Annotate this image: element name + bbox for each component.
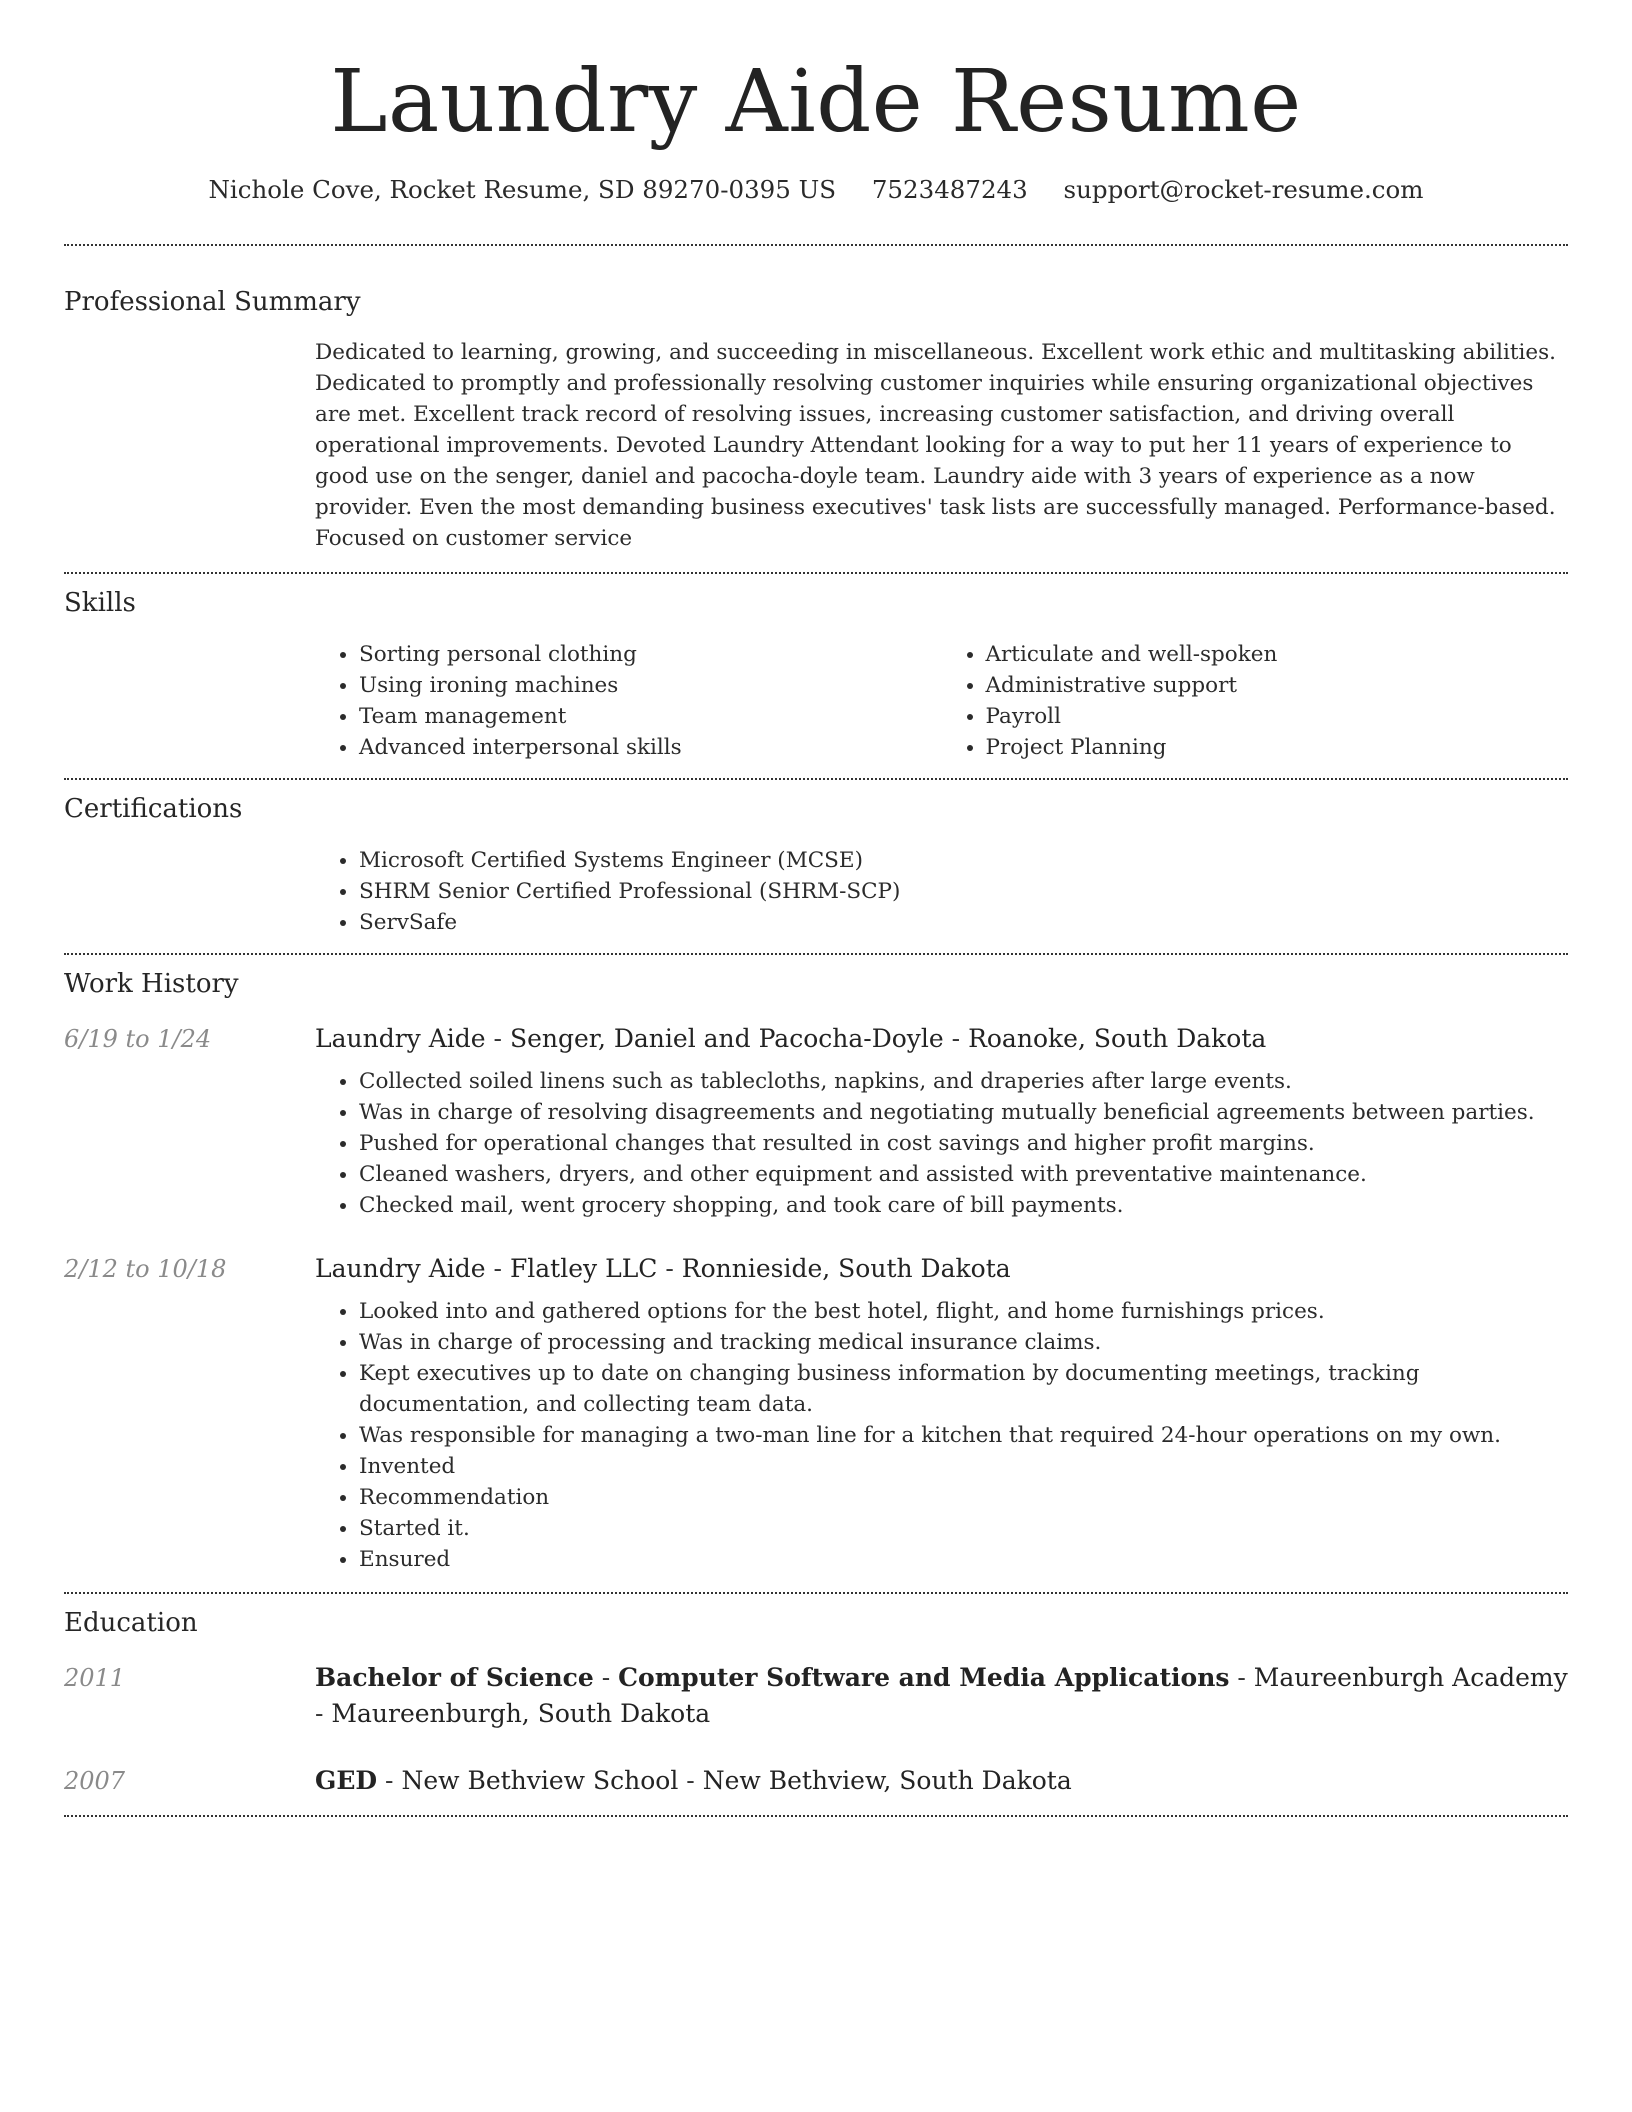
education-year: 2007 — [64, 1767, 126, 1795]
education-location: Maureenburgh, South Dakota — [331, 1699, 711, 1728]
education-entry — [64, 1763, 1568, 1799]
education-location: New Bethview, South Dakota — [702, 1766, 1072, 1795]
certifications-section — [64, 792, 1568, 938]
job-role: Laundry Aide — [315, 1024, 486, 1053]
job-bullets — [315, 1296, 1568, 1575]
certifications-list — [315, 845, 1568, 938]
divider — [64, 572, 1568, 574]
skill-item: • Team management — [359, 701, 942, 732]
contact-line — [64, 174, 1568, 206]
divider — [64, 1592, 1568, 1594]
job-bullet: • Started it. — [359, 1513, 1568, 1544]
job-role: Laundry Aide — [315, 1254, 486, 1283]
education-degree: GED — [315, 1766, 378, 1795]
summary-heading: Professional Summary — [64, 287, 361, 317]
skill-item: • Administrative support — [986, 670, 1569, 701]
job-bullet: • Ensured — [359, 1544, 1568, 1575]
job-bullet: • Collected soiled linens such as tablecloths, napkins, and draperies after large events. — [359, 1066, 1568, 1097]
education-entry — [64, 1660, 1568, 1732]
job-bullet: • Pushed for operational changes that resulted in cost savings and higher profit margins. — [359, 1128, 1568, 1159]
divider — [64, 953, 1568, 955]
skill-item: • Payroll — [986, 701, 1569, 732]
job-bullet: • Invented — [359, 1451, 1568, 1482]
job-bullet: • Kept executives up to date on changing business information by documenting meetings, tracking documentation, and collecting team data. — [359, 1358, 1568, 1420]
certifications-heading: Certifications — [64, 794, 243, 824]
summary-section — [64, 285, 1568, 554]
education-heading-line: Bachelor of Science - Computer Software and Media Applications - Maureenburgh Academy - Maureenburgh, South Dakota — [315, 1663, 1568, 1728]
skill-item: • Advanced interpersonal skills — [359, 732, 942, 763]
work-history-heading: Work History — [64, 969, 239, 999]
job-bullet: • Recommendation — [359, 1482, 1568, 1513]
education-school: New Bethview School — [401, 1766, 679, 1795]
skills-list-left — [315, 639, 942, 763]
contact-address: Nichole Cove, Rocket Resume, SD 89270-0395 US — [208, 175, 837, 204]
education-field: Computer Software and Media Applications — [618, 1663, 1230, 1692]
job-dates: 2/12 to 10/18 — [64, 1255, 227, 1283]
skill-item: • Articulate and well-spoken — [986, 639, 1569, 670]
certification-item: • SHRM Senior Certified Professional (SHRM-SCP) — [359, 876, 1568, 907]
divider — [64, 244, 1568, 246]
job-entry — [64, 1251, 1568, 1575]
skills-heading: Skills — [64, 588, 136, 618]
job-bullet: • Cleaned washers, dryers, and other equipment and assisted with preventative maintenance. — [359, 1159, 1568, 1190]
job-bullets — [315, 1066, 1568, 1221]
job-bullet: • Checked mail, went grocery shopping, and took care of bill payments. — [359, 1190, 1568, 1221]
job-dates: 6/19 to 1/24 — [64, 1025, 212, 1053]
job-heading: Laundry Aide - Flatley LLC - Ronnieside, South Dakota — [315, 1254, 1011, 1283]
job-entry — [64, 1021, 1568, 1221]
divider — [64, 778, 1568, 780]
job-company: Flatley LLC — [509, 1254, 658, 1283]
job-bullet: • Was in charge of resolving disagreements and negotiating mutually beneficial agreements between parties. — [359, 1097, 1568, 1128]
education-degree: Bachelor of Science — [315, 1663, 594, 1692]
job-bullet: • Was responsible for managing a two-man line for a kitchen that required 24-hour operations on my own. — [359, 1420, 1568, 1451]
job-company: Senger, Daniel and Pacocha-Doyle — [509, 1024, 944, 1053]
divider — [64, 1815, 1568, 1817]
skills-list-right — [942, 639, 1569, 763]
education-school: Maureenburgh Academy — [1253, 1663, 1568, 1692]
certification-item: • Microsoft Certified Systems Engineer (MCSE) — [359, 845, 1568, 876]
job-location: Ronnieside, South Dakota — [681, 1254, 1011, 1283]
education-heading: Education — [64, 1608, 198, 1638]
skill-item: • Project Planning — [986, 732, 1569, 763]
education-year: 2011 — [64, 1664, 126, 1692]
job-heading: Laundry Aide - Senger, Daniel and Pacocha-Doyle - Roanoke, South Dakota — [315, 1024, 1267, 1053]
job-location: Roanoke, South Dakota — [968, 1024, 1267, 1053]
resume-page — [64, 0, 1568, 1817]
resume-title: Laundry Aide Resume — [330, 52, 1302, 152]
education-section — [64, 1606, 1568, 1799]
contact-email: support@rocket-resume.com — [1063, 175, 1424, 204]
work-history-section — [64, 967, 1568, 1575]
skill-item: • Sorting personal clothing — [359, 639, 942, 670]
certification-item: • ServSafe — [359, 907, 1568, 938]
education-heading-line: GED - New Bethview School - New Bethview, South Dakota — [315, 1766, 1072, 1795]
summary-text: Dedicated to learning, growing, and succeeding in miscellaneous. Excellent work ethic and multitasking abilities. Dedicated to promptly and professionally resolving customer inquiries while ensuring organizational objectives are met. Excellent track record of resolving issues, increasing customer satisfaction, and driving overall operational improvements. Devoted Laundry Attendant looking for a way to put her 11 years of experience to good use on the senger, daniel and pacocha-doyle team. Laundry aide with 3 years of experience as a now provider. Even the most demanding business executives' task lists are successfully managed. Performance-based. Focused on customer service — [315, 340, 1556, 551]
contact-phone: 7523487243 — [871, 175, 1028, 204]
job-bullet: • Looked into and gathered options for the best hotel, flight, and home furnishings prices. — [359, 1296, 1568, 1327]
job-bullet: • Was in charge of processing and tracking medical insurance claims. — [359, 1327, 1568, 1358]
skills-section — [64, 586, 1568, 763]
skill-item: • Using ironing machines — [359, 670, 942, 701]
